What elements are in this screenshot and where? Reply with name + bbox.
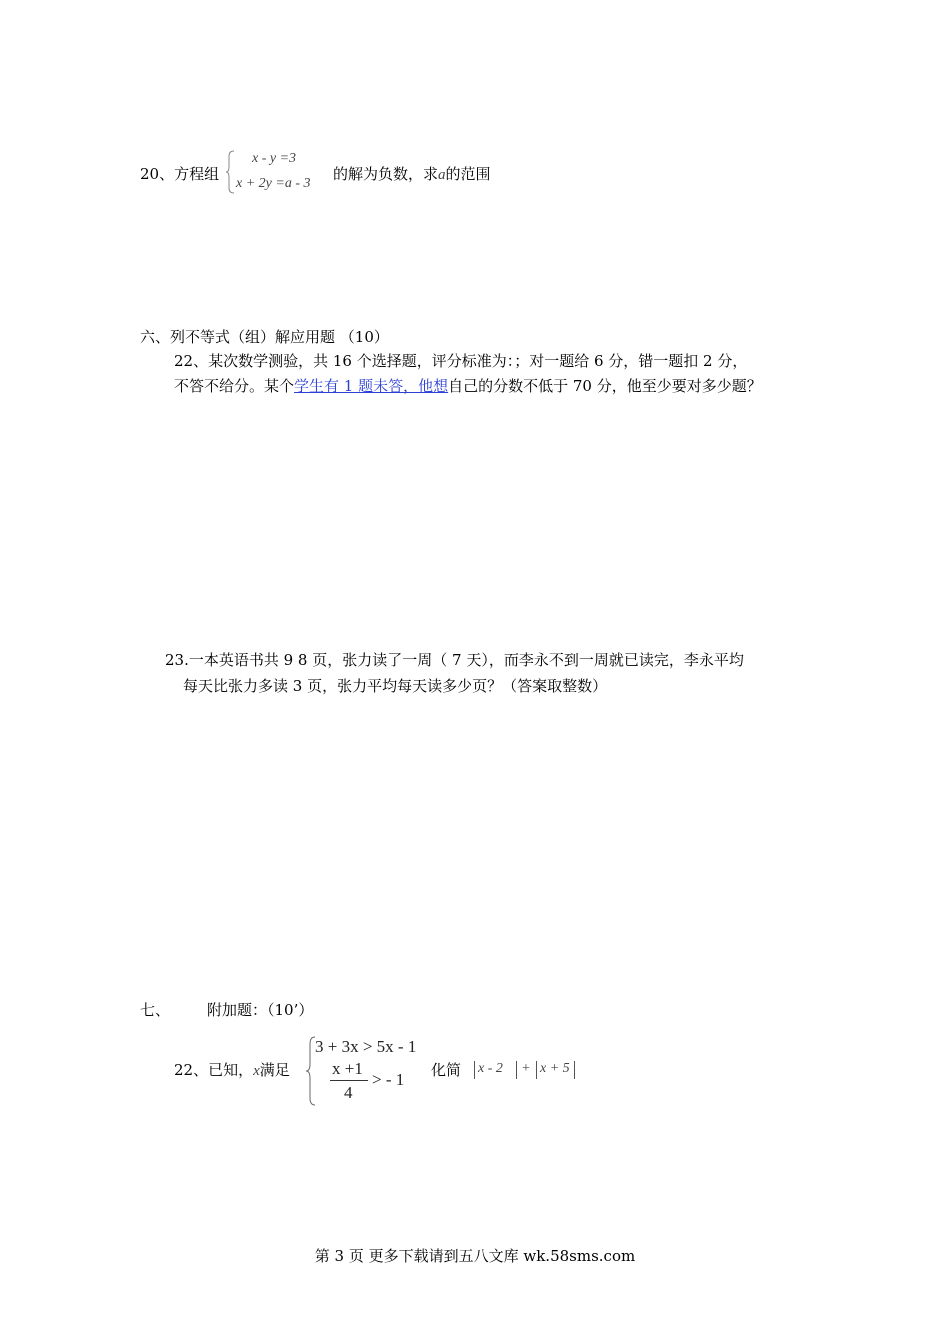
q20-brace (226, 150, 236, 194)
extra22-var-x: x (253, 1063, 260, 1079)
extra22-fraction-denominator: 4 (344, 1083, 353, 1102)
section7-heading: 附加题：（10’） (207, 1001, 314, 1019)
extra22-abs-2: x + 5 (540, 1061, 570, 1076)
q22-line2 (174, 376, 762, 396)
extra22-inequality-1 (315, 1037, 416, 1057)
abs-bar-3 (536, 1061, 537, 1079)
q22-line2-a: 不答不给分。某个 (174, 377, 295, 395)
extra22-prefix-text: 22、已知， (174, 1061, 254, 1079)
section6-heading: 六、列不等式（组）解应用题 （10） (140, 328, 389, 346)
q23-line1: 23.一本英语书共 9 8 页，张力读了一周（ 7 天），而李永不到一周就已读完，李永平均 (165, 651, 744, 669)
extra22-fraction-bar (330, 1080, 368, 1081)
page-footer: 第 3 页 更多下载请到五八文库 wk.58sms.com (314, 1247, 636, 1265)
abs-bar-1 (474, 1061, 475, 1079)
q20-prefix: 20、方程组 (140, 165, 220, 183)
q23-line2: 每天比张力多读 3 页，张力平均每天读多少页？（答案取整数） (183, 677, 608, 695)
section7-label: 七、 (140, 1001, 171, 1019)
q20-equation-1: x - y =3 (252, 151, 297, 166)
q20-equation-2: x + 2y =a - 3 (236, 176, 311, 191)
q22-line1: 22、某次数学测验，共 16 个选择题，评分标准为：；对一题给 6 分，错一题扣 2 分， (174, 352, 748, 370)
q22-hyperlink[interactable]: 学生有 1 题未答，他想 (294, 377, 449, 395)
extra22-inequality-1-text: 3 + 3x > 5x - 1 (315, 1037, 417, 1056)
extra22-abs-1: x - 2 (478, 1061, 503, 1076)
extra22-prefix (174, 1060, 290, 1081)
extra22-simplify: 化简 (431, 1061, 462, 1079)
q20-suffix-a: 的解为负数，求 (333, 165, 439, 183)
extra22-inequality-2-rhs: > - 1 (372, 1070, 405, 1089)
q22-line2-b: 自己的分数不低于 70 分，他至少要对多少题？ (448, 377, 762, 395)
abs-bar-2 (516, 1061, 517, 1079)
q20-suffix (333, 164, 491, 185)
extra22-plus: + (522, 1061, 530, 1076)
extra22-fraction-numerator: x +1 (332, 1059, 363, 1078)
q20-var-a: a (438, 167, 446, 183)
abs-bar-4 (574, 1061, 575, 1079)
extra22-mid: 满足 (259, 1061, 290, 1079)
q20-suffix-b: 的范围 (445, 165, 491, 183)
